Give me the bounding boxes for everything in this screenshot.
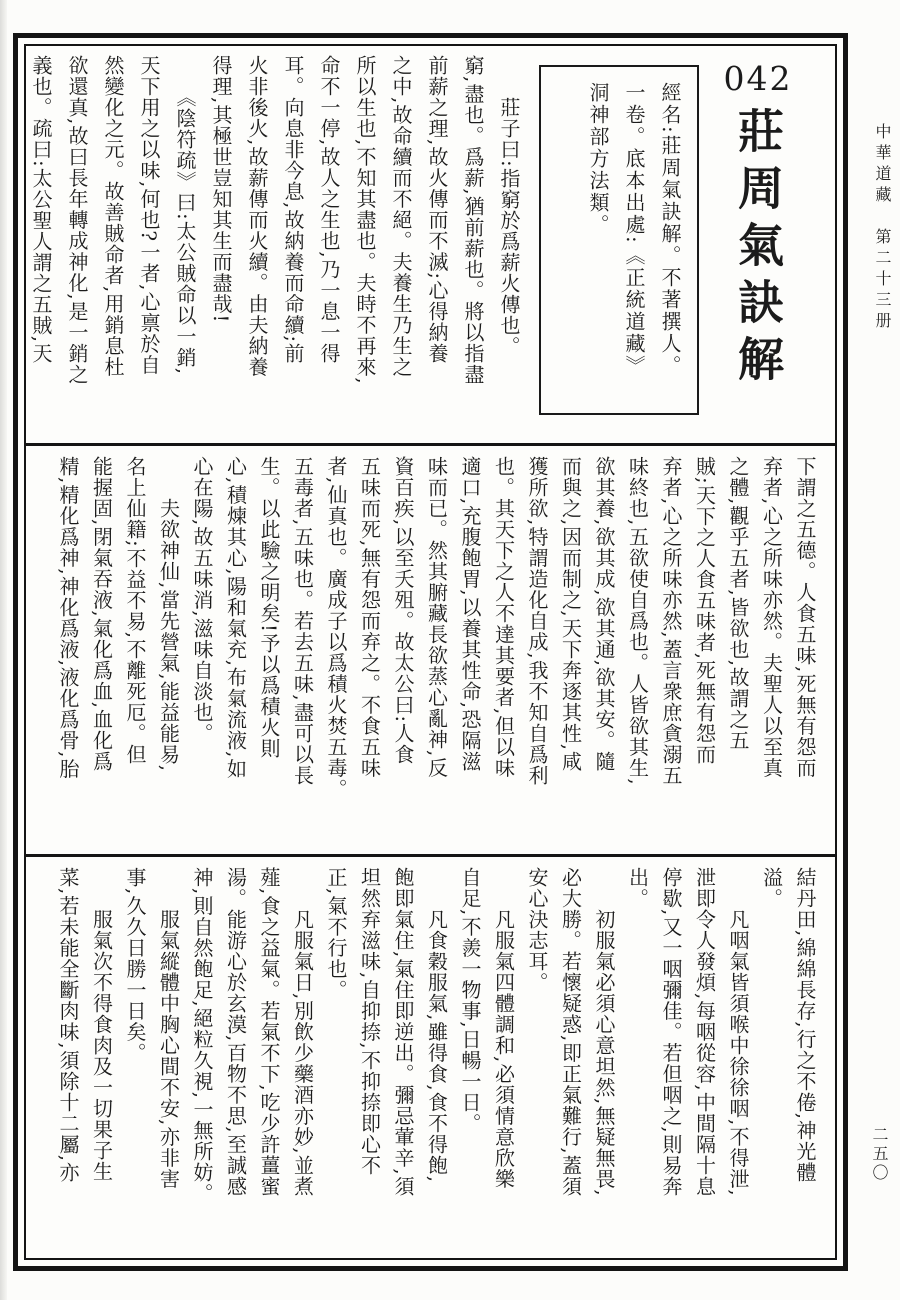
text-column: 欲還真,故曰長年轉成神化,是一銷之	[65, 55, 89, 385]
text-column: 耳。向息非今息,故納養而命續;前	[281, 55, 305, 365]
text-column: 天下用之以味,何也?一者,心禀於自	[137, 55, 161, 376]
text-column: 生。以此驗之明矣!予以爲積火則	[257, 456, 281, 760]
text-column: 結丹田,綿綿長存,行之不倦,神光體	[793, 867, 817, 1184]
title-block	[723, 59, 793, 441]
text-column: 泄即令人發煩,每咽從容,中間隔十息	[692, 867, 717, 1197]
text-column: 飽即氣住,氣住即逆出。彌忌葷辛,須	[391, 867, 415, 1197]
text-column: 安心決志耳。	[525, 867, 549, 993]
collection-title: 中華道藏 第二十三册	[873, 123, 892, 333]
text-column: 下謂之五德。人食五味,死無有怨而	[793, 456, 817, 779]
section-middle	[26, 446, 835, 854]
text-column: 初服氣必須心意坦然,無疑無畏,	[592, 867, 616, 1197]
text-column: 正,氣不行也。	[324, 867, 348, 1001]
text-column: 適口,充腹飽胃,以養其性命,恐隔滋	[458, 456, 482, 773]
text-column: 資百疾,以至夭殂。故太公曰:人食	[391, 456, 415, 766]
text-column: 停歇,又一咽彌佳。若但咽之,則易奔	[659, 867, 683, 1197]
text-column: 所以生也,不知其盡也。夫時不再來,	[353, 55, 377, 385]
text-column: 能握固,閉氣吞液,氣化爲血,血化爲	[89, 456, 114, 773]
text-column: 而與之,因而制之,天下奔逐其性,咸	[558, 456, 583, 773]
text-column: 凡服氣四體調和,必須情意欣樂	[491, 867, 516, 1190]
text-column: 出。	[625, 867, 650, 909]
text-column: 服氣次不得食肉及一切果子生	[89, 867, 114, 1182]
text-column: 義也。疏曰:太公聖人謂之五賊,天	[29, 55, 53, 365]
text-column: 神,則自然飽足,絕粒久視,一無所妨。	[190, 867, 214, 1205]
work-number: 042	[723, 59, 793, 98]
text-column: 火非後火,故薪傳而火續。由夫納養	[245, 55, 269, 378]
text-column: 前薪之理,故火傳而不滅;心得納養	[425, 55, 449, 365]
text-column: 五毒者,五味也。若去五味,盡可以長	[290, 456, 315, 786]
text-column: 者,仙真也。廣成子以爲積火焚五毒。	[324, 456, 348, 800]
text-column: 《陰符疏》曰:太公賊命以一銷,	[173, 55, 197, 376]
text-column: 之中,故命續而不絕。夫養生乃生之	[389, 55, 413, 378]
text-column: 精,精化爲神,神化爲液,液化爲骨,胎	[56, 456, 80, 780]
text-column: 名上仙籍;不益不易,不離死厄。但	[123, 456, 147, 766]
text-column: 賊;天下之人食五味者,死無有怨而	[692, 456, 717, 766]
text-column: 服氣縱體中胸心間不安,亦非害	[156, 867, 181, 1190]
text-column: 味而已。然其腑藏長欲蒸心亂神,反	[424, 456, 449, 779]
text-column: 湯。能游心於玄漠,百物不思,至誠感	[223, 867, 248, 1197]
text-column: 味終也,五欲使自爲也。人皆欲其生,	[625, 456, 650, 786]
text-column: 必大勝。若懷疑惑,即正氣難行,蓋須	[558, 867, 583, 1197]
frame-inner	[24, 44, 837, 1260]
text-column: 莊子曰:指窮於爲薪火傳也。	[497, 55, 521, 357]
text-column: 溢。	[759, 867, 784, 909]
text-column: 也。其天下之人不達其要者,但以味	[491, 456, 516, 779]
text-column: 獲所欲,特謂造化自成,我不知自爲利	[525, 456, 549, 786]
colophon-column: 經名:莊周氣訣解。不著撰人。	[658, 82, 682, 377]
text-column: 凡咽氣皆須喉中徐徐咽,不得泄,	[726, 867, 750, 1197]
text-column: 菜,若未能全斷肉味,須除十二屬,亦	[56, 867, 80, 1184]
text-frame	[13, 33, 848, 1271]
text-column: 弃者,心之所味亦然,蓋言衆庶貪溺五	[659, 456, 683, 786]
text-column: 命不一停,故人之生也,乃一息一得	[317, 55, 341, 364]
text-column: 自足,不羨一物事,日暢一日。	[458, 867, 482, 1134]
colophon-column: 洞神部方法類。	[586, 82, 610, 236]
text-column: 凡食穀服氣,雖得食,食不得飽,	[424, 867, 449, 1184]
section-bottom	[26, 857, 835, 1258]
colophon-box	[539, 65, 699, 415]
text-column: 心在陽,故五味消,滋味自淡也。	[190, 456, 214, 744]
text-column: 薤,食之益氣。若氣不下,吃少許薑蜜	[257, 867, 281, 1197]
text-column: 凡服氣日,別飲少藥酒亦妙,並煮	[290, 867, 315, 1197]
section-top	[26, 46, 835, 443]
text-column: 心,積煉其心,陽和氣充,布氣流液,如	[223, 456, 248, 780]
colophon-column: 一卷。底本出處:《正統道藏》	[622, 82, 646, 377]
text-column: 得理,其極世豈知其生而盡哉!	[209, 55, 233, 324]
text-column: 事,久久日勝一日矣。	[123, 867, 147, 1064]
text-column: 弃者,心之所味亦然。夫聖人以至真	[759, 456, 784, 779]
text-column: 夫欲神仙,當先營氣,能益能易,	[156, 456, 181, 773]
text-column: 五味而死,無有怨而弃之。不食五味	[357, 456, 382, 779]
text-column: 窮,盡也。爲薪,猶前薪也。將以指盡	[461, 55, 485, 385]
text-column: 坦然弃滋味,自抑捺,不抑捺即心不	[357, 867, 382, 1176]
text-column: 欲其養,欲其成,欲其通,欲其安。隨	[592, 456, 616, 773]
page-number: 二五〇	[870, 1126, 889, 1183]
work-title: 莊周氣訣解	[731, 106, 785, 392]
text-column: 之體,觀乎五者,皆欲也,故謂之五	[726, 456, 750, 752]
text-column: 然變化之元。故善賊命者,用銷息杜	[101, 55, 125, 378]
